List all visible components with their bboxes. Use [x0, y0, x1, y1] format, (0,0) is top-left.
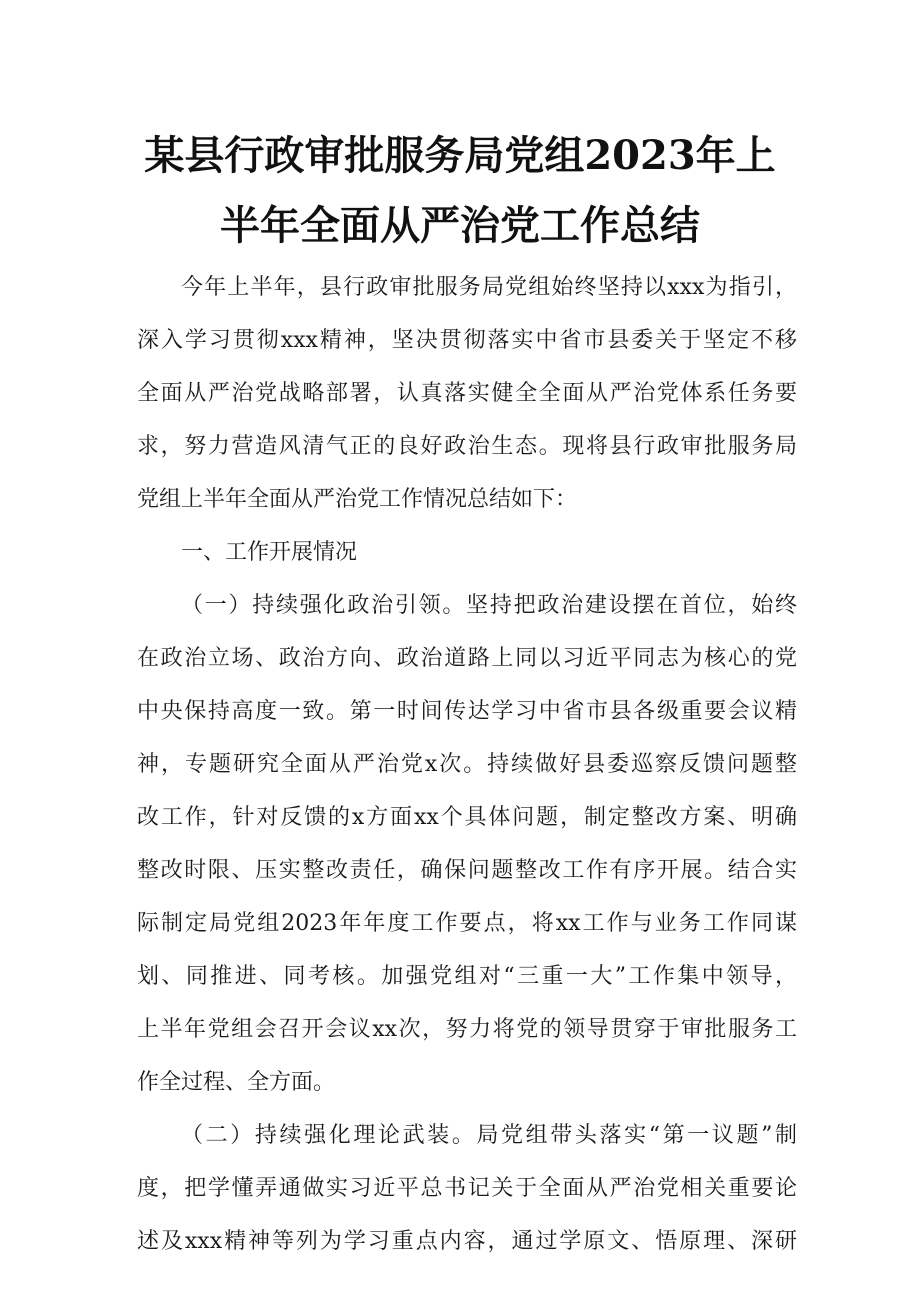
item1-line: 划、同推进、同考核。加强党组对“三重一大”工作集中领导， — [137, 964, 797, 989]
document-title-line-2: 半年全面从严治党工作总结 — [220, 202, 700, 249]
item1-line: 在政治立场、政治方向、政治道路上同以习近平同志为核心的党 — [137, 646, 797, 671]
item1-line: 作全过程、全方面。 — [137, 1070, 336, 1095]
intro-line: 求，努力营造风清气正的良好政治生态。现将县行政审批服务局 — [137, 434, 797, 459]
intro-line: 党组上半年全面从严治党工作情况总结如下： — [137, 487, 578, 512]
item2-line: 述及xxx精神等列为学习重点内容，通过学原文、悟原理、深研 — [137, 1229, 797, 1254]
document-title-line-1: 某县行政审批服务局党组2023年上 — [144, 132, 776, 179]
item1-line: 上半年党组会召开会议xx次，努力将党的领导贯穿于审批服务工 — [137, 1017, 797, 1042]
item1-line: 改工作，针对反馈的x方面xx个具体问题，制定整改方案、明确 — [137, 805, 797, 830]
section-heading: 一、工作开展情况 — [181, 540, 358, 565]
item1-line: 整改时限、压实整改责任，确保问题整改工作有序开展。结合实 — [137, 858, 797, 883]
item1-line: 神，专题研究全面从严治党x次。持续做好县委巡察反馈问题整 — [137, 752, 797, 777]
intro-line: 全面从严治党战略部署，认真落实健全全面从严治党体系任务要 — [137, 381, 797, 406]
intro-line: 今年上半年，县行政审批服务局党组始终坚持以xxx为指引， — [181, 275, 797, 300]
item1-line: 际制定局党组2023年年度工作要点，将xx工作与业务工作同谋 — [137, 911, 797, 936]
item2-line: （二）持续强化理论武装。局党组带头落实“第一议题”制 — [181, 1123, 797, 1148]
item1-line: 中央保持高度一致。第一时间传达学习中省市县各级重要会议精 — [137, 699, 797, 724]
item2-line: 度，把学懂弄通做实习近平总书记关于全面从严治党相关重要论 — [137, 1176, 797, 1201]
item1-line: （一）持续强化政治引领。坚持把政治建设摆在首位，始终 — [181, 593, 797, 618]
intro-line: 深入学习贯彻xxx精神，坚决贯彻落实中省市县委关于坚定不移 — [137, 328, 797, 353]
